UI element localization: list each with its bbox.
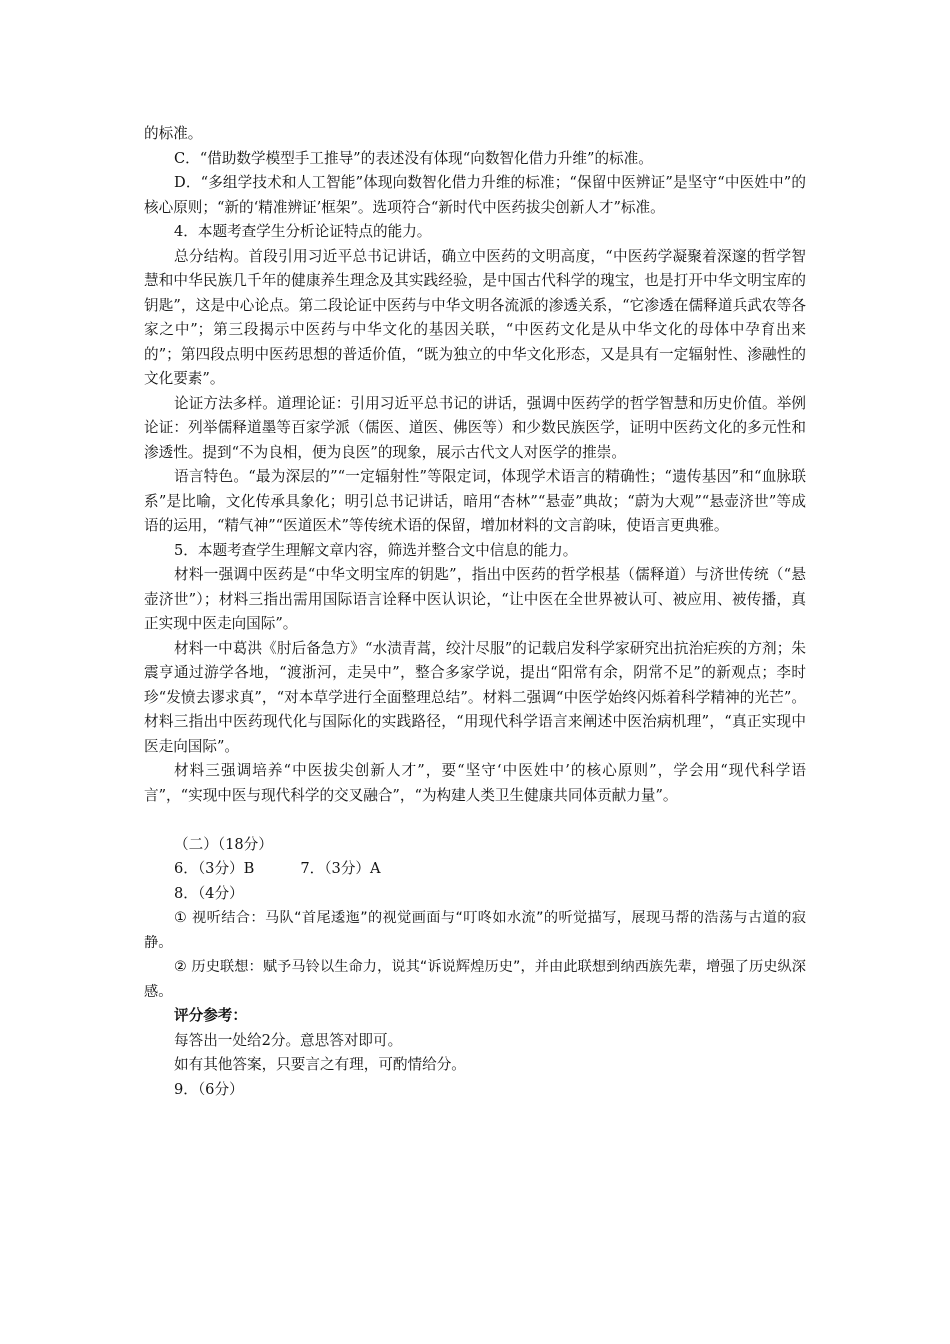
material-examples: 材料一中葛洪《肘后备急方》“水渍青蒿，绞汁尽服”的记载启发科学家研究出抗治疟疾的方剂；朱震亨通过游学各地，“渡浙河，走吴中”，整合多家学说，提出“阳常有余，阴常不足”的新观点；李时珍“发愤去谬求真”，“对本草学进行全面整理总结”。材料二强调“中医学始终闪烁着科学精神的光芒”。材料三指出中医药现代化与国际化的实践路径，“用现代科学语言来阐述中医治病机理”，“真正实现中医走向国际”。 — [144, 639, 806, 755]
question-8-answer-2: ② 历史联想：赋予马铃以生命力，说其“诉说辉煌历史”，并由此联想到纳西族先辈，增强了历史纵深感。 — [144, 959, 806, 1000]
option-d-explanation: D．“多组学技术和人工智能”体现向数智化借力升维的标准；“保留中医辨证”是坚守“中医姓中”的核心原则；“新的‘精准辨证’框架”。选项符合“新时代中医药拔尖创新人才”标准。 — [144, 174, 806, 216]
question-8-answer-1: ① 视听结合：马队“首尾逶迤”的视觉画面与“叮咚如水流”的听觉描写，展现马帮的浩荡与古道的寂静。 — [144, 910, 806, 951]
structure-analysis: 总分结构。首段引用习近平总书记讲话，确立中医药的文明高度，“中医药学凝聚着深邃的哲学智慧和中华民族几千年的健康养生理念及其实践经验，是中国古代科学的瑰宝，也是打开中华文明宝库的钥匙”，这是中心论点。第二段论证中医药与中华文明各流派的渗透关系，“它渗透在儒释道兵武农等各家之中”；第三段揭示中医药与中华文化的基因关联，“中医药文化是从中华文化的母体中孕育出来的”；第四段点明中医药思想的普适价值，“既为独立的中华文化形态，又是具有一定辐射性、渗融性的文化要素”。 — [144, 247, 806, 387]
question-6-answer: 6．（3分）B — [174, 860, 255, 877]
option-c-explanation: C．“借助数学模型手工推导”的表述没有体现“向数智化借力升维”的标准。 — [174, 149, 653, 167]
scoring-line: 如有其他答案，只要言之有理，可酌情给分。 — [174, 1056, 466, 1073]
material-three-summary: 材料三强调培养“中医拔尖创新人才”，要“坚守‘中医姓中’的核心原则”，学会用“现代科学语言”，“实现中医与现代科学的交叉融合”，“为构建人类卫生健康共同体贡献力量”。 — [144, 762, 806, 804]
questions-6-7-answers — [144, 857, 806, 882]
question-7-answer: 7．（3分）A — [300, 860, 381, 877]
language-features: 语言特色。“最为深层的”“一定辐射性”等限定词，体现学术语言的精确性；“遗传基因”和“血脉联系”是比喻，文化传承具象化；明引总书记讲话，暗用“杏林”“悬壶”典故；“蔚为大观”“悬壶济世”等成语的运用，“精气神”“医道医术”等传统术语的保留，增加材料的文言韵味，使语言更典雅。 — [144, 468, 806, 534]
question-9-heading: 9．（6分） — [174, 1080, 244, 1098]
paragraph: 的标准。 — [144, 125, 203, 142]
question-4-heading: 4．本题考查学生分析论证特点的能力。 — [174, 223, 432, 240]
scoring-reference-title: 评分参考： — [174, 1007, 247, 1024]
section-2-heading: （二）（18分） — [174, 835, 273, 853]
question-8-heading: 8．（4分） — [174, 884, 244, 902]
answer-key-page — [144, 122, 806, 1102]
question-5-heading: 5．本题考查学生理解文章内容，筛选并整合文中信息的能力。 — [174, 541, 578, 559]
scoring-line: 每答出一处给2分。意思答对即可。 — [174, 1031, 403, 1049]
blank-line — [144, 808, 806, 833]
argument-methods: 论证方法多样。道理论证：引用习近平总书记的讲话，强调中医药学的哲学智慧和历史价值。举例论证：列举儒释道墨等百家学派（儒医、道医、佛医等）和少数民族医学，证明中医药文化的多元性和渗透性。提到“不为良相，便为良医”的现象，展示古代文人对医学的推崇。 — [144, 394, 806, 461]
material-one-summary: 材料一强调中医药是“中华文明宝库的钥匙”，指出中医药的哲学根基（儒释道）与济世传统（“悬壶济世”）；材料三指出需用国际语言诠释中医认识论，“让中医在全世界被认可、被应用、被传播，真正实现中医走向国际”。 — [144, 566, 806, 632]
